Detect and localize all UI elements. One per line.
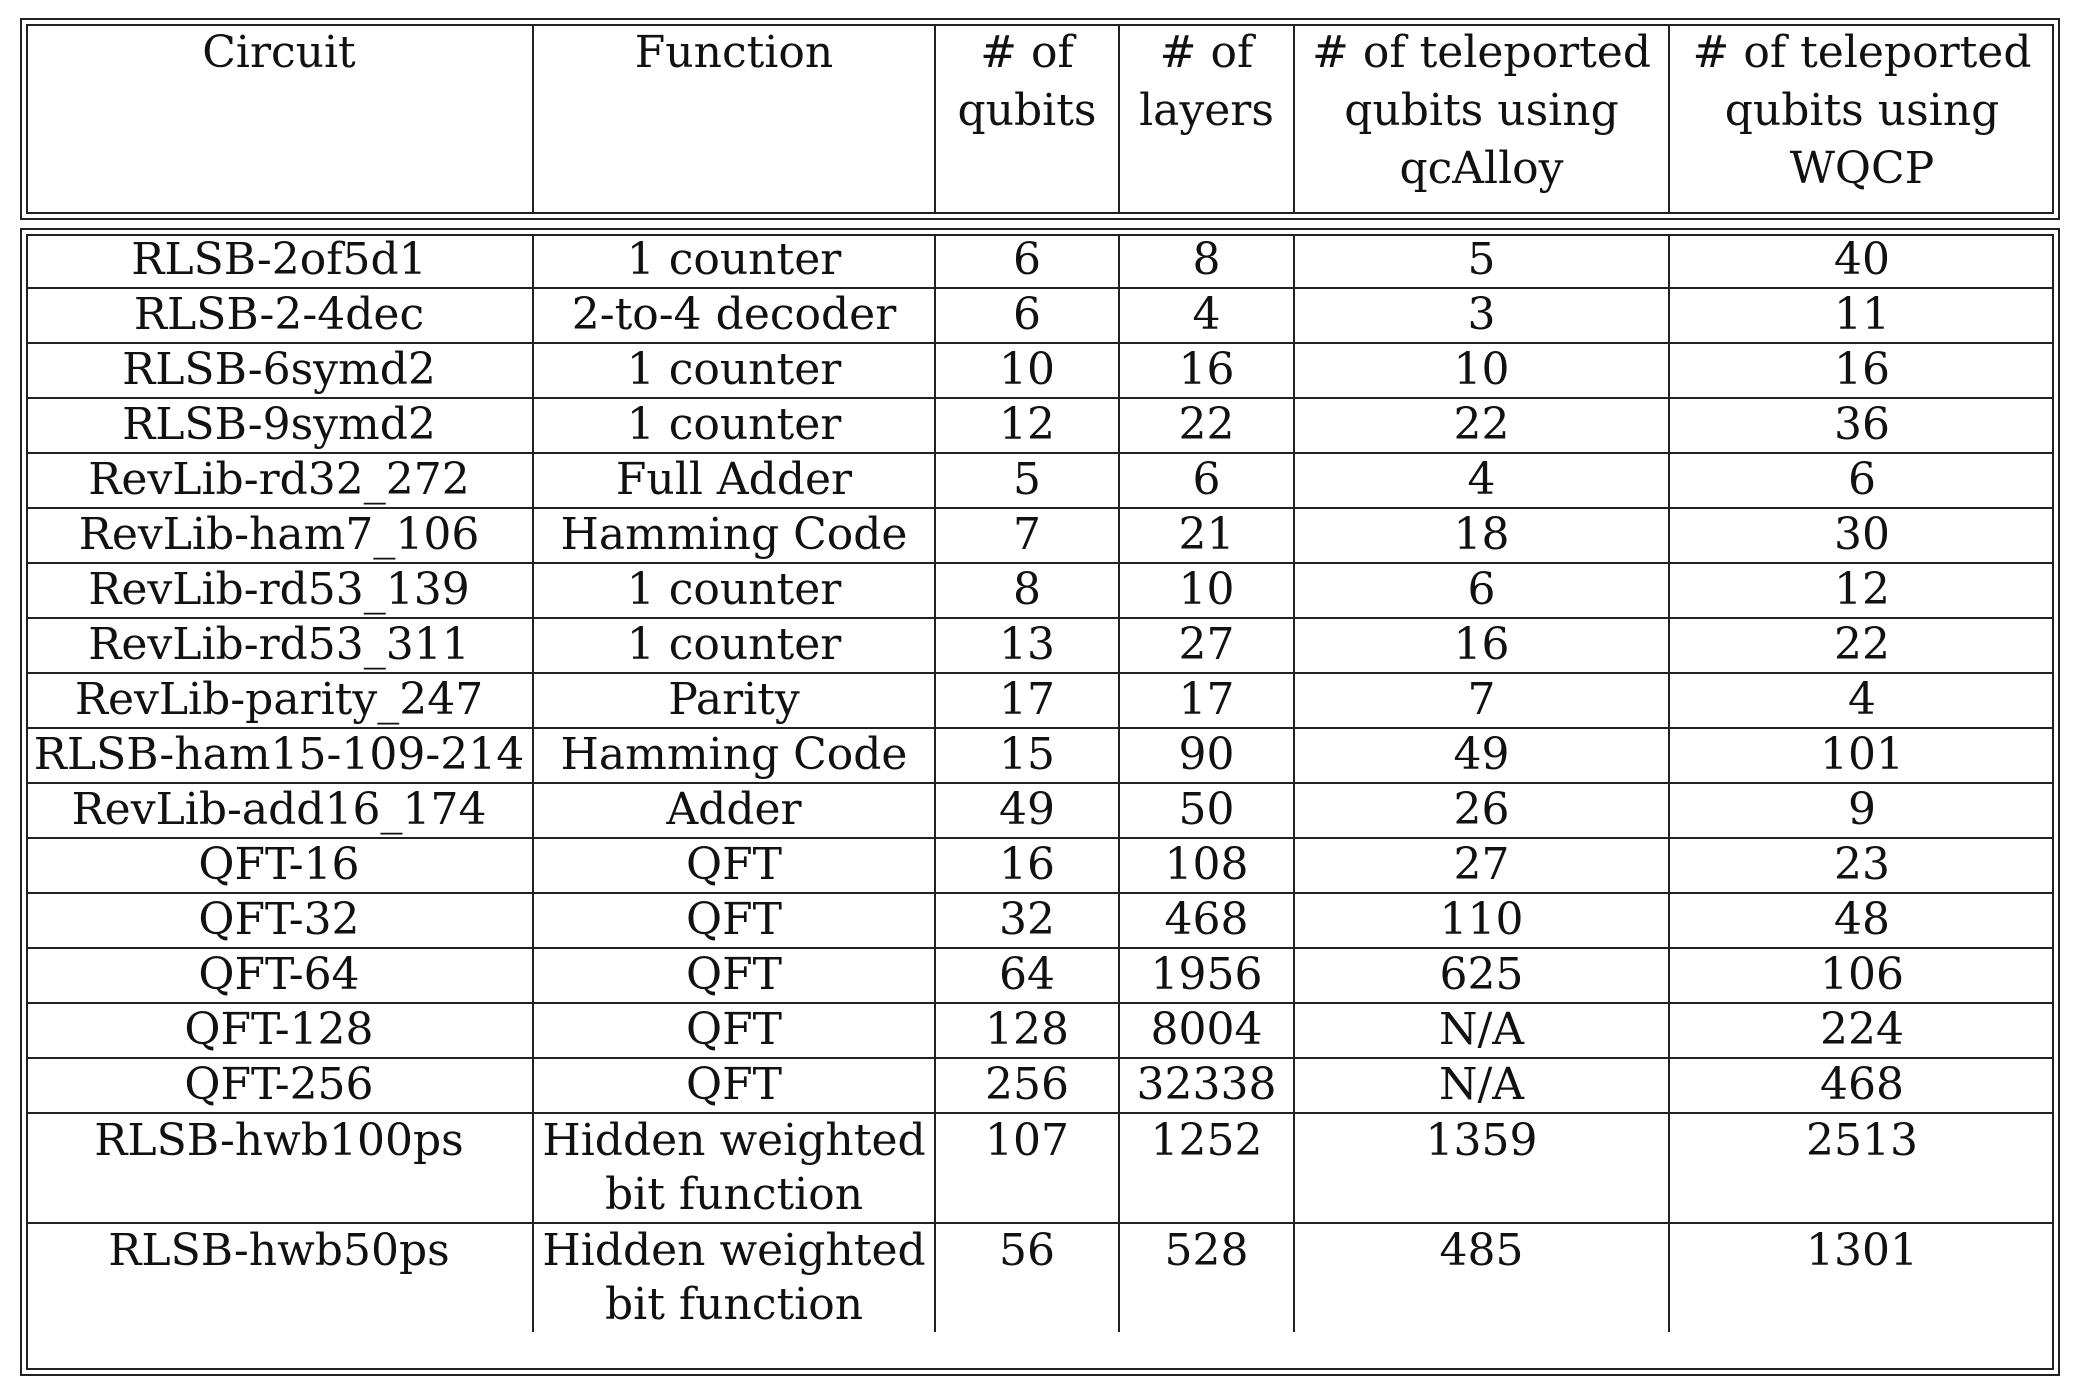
cell-layers-text: 50 bbox=[1178, 784, 1235, 835]
cell-qubits-text: 17 bbox=[999, 674, 1055, 725]
header-layers-line: layers bbox=[1139, 85, 1274, 136]
cell-qubits bbox=[935, 1113, 1119, 1223]
cell-function bbox=[533, 1223, 935, 1332]
table-row bbox=[26, 343, 2054, 398]
table-header bbox=[26, 24, 2054, 214]
cell-function-text: 1 counter bbox=[626, 234, 842, 285]
cell-layers bbox=[1119, 508, 1294, 563]
header-circuit-line: Circuit bbox=[202, 27, 356, 78]
cell-teleported-qcalloy-text: 625 bbox=[1439, 949, 1524, 1000]
cell-layers bbox=[1119, 398, 1294, 453]
cell-layers bbox=[1119, 673, 1294, 728]
header-teleported-qcalloy-line: qcAlloy bbox=[1399, 143, 1564, 194]
cell-function bbox=[533, 1113, 935, 1223]
cell-teleported-qcalloy bbox=[1294, 893, 1669, 948]
cell-circuit-text: RevLib-rd53_311 bbox=[88, 619, 470, 670]
cell-function-text: 1 counter bbox=[626, 344, 842, 395]
table-body bbox=[26, 234, 2054, 1332]
cell-circuit-text: RLSB-hwb100ps bbox=[94, 1115, 464, 1166]
cell-function-text: bit function bbox=[604, 1279, 864, 1330]
cell-function-text: QFT bbox=[686, 839, 782, 890]
cell-teleported-wqcp-text: 48 bbox=[1834, 894, 1890, 945]
cell-circuit bbox=[26, 1058, 533, 1113]
cell-function-text: 1 counter bbox=[626, 564, 842, 615]
cell-teleported-qcalloy-text: 4 bbox=[1467, 454, 1496, 505]
cell-teleported-qcalloy-text: 485 bbox=[1439, 1225, 1524, 1276]
table-row bbox=[26, 288, 2054, 343]
cell-function-text: QFT bbox=[686, 894, 782, 945]
cell-teleported-qcalloy bbox=[1294, 783, 1669, 838]
cell-circuit-text: RLSB-hwb50ps bbox=[108, 1225, 450, 1276]
cell-circuit-text: RLSB-9symd2 bbox=[122, 399, 436, 450]
cell-circuit-text: QFT-256 bbox=[184, 1059, 374, 1110]
cell-layers bbox=[1119, 893, 1294, 948]
table-row bbox=[26, 1223, 2054, 1332]
header-layers-line: # of bbox=[1159, 27, 1254, 78]
cell-teleported-qcalloy bbox=[1294, 288, 1669, 343]
cell-function-text: QFT bbox=[686, 949, 782, 1000]
cell-teleported-wqcp bbox=[1669, 783, 2054, 838]
cell-teleported-qcalloy-text: 49 bbox=[1453, 729, 1510, 780]
header-function bbox=[533, 24, 935, 214]
cell-qubits bbox=[935, 948, 1119, 1003]
cell-teleported-qcalloy bbox=[1294, 838, 1669, 893]
table-row bbox=[26, 673, 2054, 728]
cell-circuit bbox=[26, 398, 533, 453]
cell-function-text: bit function bbox=[604, 1169, 864, 1220]
cell-layers bbox=[1119, 1003, 1294, 1058]
cell-teleported-qcalloy bbox=[1294, 1003, 1669, 1058]
cell-teleported-wqcp bbox=[1669, 1113, 2054, 1223]
cell-qubits-text: 15 bbox=[999, 729, 1055, 780]
cell-qubits bbox=[935, 1058, 1119, 1113]
cell-teleported-wqcp bbox=[1669, 1003, 2054, 1058]
cell-teleported-wqcp bbox=[1669, 728, 2054, 783]
cell-function bbox=[533, 288, 935, 343]
cell-function bbox=[533, 673, 935, 728]
cell-circuit bbox=[26, 673, 533, 728]
cell-circuit bbox=[26, 838, 533, 893]
cell-qubits bbox=[935, 673, 1119, 728]
header-row bbox=[26, 24, 2054, 214]
results-table bbox=[20, 18, 2060, 1376]
cell-teleported-qcalloy bbox=[1294, 1058, 1669, 1113]
cell-circuit-text: RLSB-2-4dec bbox=[133, 289, 425, 340]
table-row bbox=[26, 783, 2054, 838]
cell-teleported-wqcp-text: 6 bbox=[1848, 454, 1876, 505]
cell-teleported-wqcp-text: 22 bbox=[1834, 619, 1890, 670]
cell-function-text: Parity bbox=[668, 674, 800, 725]
cell-circuit bbox=[26, 1223, 533, 1332]
cell-layers-text: 108 bbox=[1164, 839, 1249, 890]
cell-function bbox=[533, 563, 935, 618]
cell-teleported-qcalloy bbox=[1294, 673, 1669, 728]
cell-teleported-wqcp-text: 468 bbox=[1820, 1059, 1904, 1110]
cell-qubits bbox=[935, 343, 1119, 398]
cell-qubits bbox=[935, 508, 1119, 563]
cell-teleported-qcalloy-text: 22 bbox=[1453, 399, 1510, 450]
table-row bbox=[26, 398, 2054, 453]
cell-layers-text: 4 bbox=[1192, 289, 1221, 340]
cell-teleported-wqcp bbox=[1669, 234, 2054, 288]
cell-qubits-text: 64 bbox=[999, 949, 1055, 1000]
cell-function-text: Full Adder bbox=[615, 454, 853, 505]
cell-teleported-qcalloy-text: 18 bbox=[1453, 509, 1510, 560]
cell-function bbox=[533, 618, 935, 673]
cell-circuit-text: RevLib-rd32_272 bbox=[88, 454, 470, 505]
cell-teleported-qcalloy bbox=[1294, 563, 1669, 618]
cell-qubits bbox=[935, 453, 1119, 508]
cell-layers bbox=[1119, 838, 1294, 893]
table-row bbox=[26, 1058, 2054, 1113]
table-row bbox=[26, 728, 2054, 783]
cell-circuit-text: RevLib-rd53_139 bbox=[88, 564, 470, 615]
cell-layers bbox=[1119, 453, 1294, 508]
cell-qubits-text: 8 bbox=[1013, 564, 1041, 615]
table-row bbox=[26, 893, 2054, 948]
cell-function bbox=[533, 893, 935, 948]
cell-teleported-qcalloy bbox=[1294, 1113, 1669, 1223]
cell-layers-text: 6 bbox=[1192, 454, 1221, 505]
cell-circuit bbox=[26, 288, 533, 343]
cell-teleported-qcalloy-text: 1359 bbox=[1425, 1115, 1538, 1166]
cell-circuit bbox=[26, 453, 533, 508]
cell-circuit bbox=[26, 508, 533, 563]
cell-qubits-text: 49 bbox=[999, 784, 1055, 835]
table-row bbox=[26, 453, 2054, 508]
cell-function bbox=[533, 508, 935, 563]
table-row bbox=[26, 838, 2054, 893]
cell-qubits-text: 56 bbox=[999, 1225, 1055, 1276]
cell-circuit-text: QFT-128 bbox=[184, 1004, 374, 1055]
cell-circuit-text: RLSB-2of5d1 bbox=[131, 234, 427, 285]
table-row bbox=[26, 563, 2054, 618]
cell-function bbox=[533, 1003, 935, 1058]
cell-layers-text: 8 bbox=[1192, 234, 1221, 285]
cell-qubits bbox=[935, 893, 1119, 948]
cell-teleported-wqcp bbox=[1669, 1058, 2054, 1113]
cell-teleported-wqcp-text: 2513 bbox=[1806, 1115, 1918, 1166]
header-layers bbox=[1119, 24, 1294, 214]
cell-function bbox=[533, 453, 935, 508]
cell-layers-text: 32338 bbox=[1136, 1059, 1277, 1110]
cell-circuit bbox=[26, 563, 533, 618]
cell-circuit-text: RLSB-6symd2 bbox=[122, 344, 436, 395]
cell-qubits-text: 16 bbox=[999, 839, 1055, 890]
header-teleported-wqcp bbox=[1669, 24, 2054, 214]
header-qubits-line: # of bbox=[980, 27, 1074, 78]
table-row bbox=[26, 1003, 2054, 1058]
cell-teleported-wqcp-text: 30 bbox=[1834, 509, 1890, 560]
cell-teleported-qcalloy bbox=[1294, 398, 1669, 453]
cell-teleported-qcalloy bbox=[1294, 728, 1669, 783]
cell-teleported-wqcp bbox=[1669, 893, 2054, 948]
cell-qubits bbox=[935, 618, 1119, 673]
cell-layers bbox=[1119, 1113, 1294, 1223]
cell-teleported-qcalloy-text: N/A bbox=[1438, 1004, 1525, 1055]
cell-teleported-qcalloy bbox=[1294, 618, 1669, 673]
cell-teleported-qcalloy-text: 10 bbox=[1453, 344, 1510, 395]
cell-function bbox=[533, 234, 935, 288]
cell-qubits bbox=[935, 783, 1119, 838]
cell-teleported-qcalloy bbox=[1294, 508, 1669, 563]
cell-circuit-text: RevLib-ham7_106 bbox=[78, 509, 480, 560]
cell-circuit bbox=[26, 1003, 533, 1058]
header-function-line: Function bbox=[634, 27, 834, 78]
cell-layers bbox=[1119, 343, 1294, 398]
cell-teleported-wqcp bbox=[1669, 618, 2054, 673]
cell-teleported-wqcp bbox=[1669, 948, 2054, 1003]
cell-teleported-wqcp bbox=[1669, 288, 2054, 343]
cell-teleported-wqcp-text: 1301 bbox=[1806, 1225, 1918, 1276]
cell-function-text: 1 counter bbox=[626, 619, 842, 670]
cell-circuit bbox=[26, 893, 533, 948]
cell-function-text: Adder bbox=[666, 784, 802, 835]
cell-function-text: QFT bbox=[686, 1059, 782, 1110]
header-qubits-line: qubits bbox=[957, 85, 1097, 136]
cell-teleported-qcalloy-text: 5 bbox=[1467, 234, 1496, 285]
cell-qubits bbox=[935, 728, 1119, 783]
cell-teleported-wqcp bbox=[1669, 508, 2054, 563]
cell-teleported-qcalloy bbox=[1294, 1223, 1669, 1332]
cell-qubits-text: 107 bbox=[985, 1115, 1069, 1166]
cell-layers-text: 10 bbox=[1178, 564, 1235, 615]
table-row bbox=[26, 1113, 2054, 1223]
cell-function bbox=[533, 728, 935, 783]
cell-qubits bbox=[935, 1223, 1119, 1332]
cell-circuit-text: QFT-16 bbox=[198, 839, 360, 890]
cell-function bbox=[533, 948, 935, 1003]
header-teleported-qcalloy-line: # of teleported bbox=[1311, 27, 1652, 78]
cell-layers bbox=[1119, 1058, 1294, 1113]
cell-teleported-qcalloy-text: N/A bbox=[1438, 1059, 1525, 1110]
cell-layers-text: 21 bbox=[1178, 509, 1235, 560]
cell-layers-text: 1956 bbox=[1150, 949, 1263, 1000]
cell-function bbox=[533, 838, 935, 893]
cell-circuit bbox=[26, 343, 533, 398]
header-teleported-qcalloy-line: qubits using bbox=[1344, 85, 1619, 136]
cell-circuit-text: RLSB-ham15-109-214 bbox=[33, 729, 525, 780]
cell-qubits-text: 10 bbox=[999, 344, 1055, 395]
cell-qubits-text: 13 bbox=[999, 619, 1055, 670]
cell-circuit bbox=[26, 728, 533, 783]
cell-function bbox=[533, 1058, 935, 1113]
header-teleported-wqcp-line: # of teleported bbox=[1692, 27, 2032, 78]
header-circuit bbox=[26, 24, 533, 214]
cell-qubits bbox=[935, 398, 1119, 453]
cell-circuit-text: QFT-64 bbox=[198, 949, 360, 1000]
cell-teleported-wqcp-text: 16 bbox=[1834, 344, 1890, 395]
cell-teleported-wqcp-text: 224 bbox=[1820, 1004, 1904, 1055]
cell-circuit bbox=[26, 783, 533, 838]
cell-teleported-qcalloy-text: 7 bbox=[1467, 674, 1496, 725]
cell-teleported-wqcp bbox=[1669, 453, 2054, 508]
cell-teleported-wqcp bbox=[1669, 838, 2054, 893]
cell-qubits-text: 5 bbox=[1013, 454, 1041, 505]
table-row bbox=[26, 234, 2054, 288]
cell-layers-text: 22 bbox=[1178, 399, 1235, 450]
header-qubits bbox=[935, 24, 1119, 214]
cell-teleported-qcalloy-text: 3 bbox=[1467, 289, 1496, 340]
cell-teleported-qcalloy bbox=[1294, 343, 1669, 398]
cell-layers-text: 16 bbox=[1178, 344, 1235, 395]
cell-circuit bbox=[26, 948, 533, 1003]
cell-qubits-text: 6 bbox=[1013, 234, 1041, 285]
cell-qubits-text: 256 bbox=[985, 1059, 1069, 1110]
cell-layers-text: 27 bbox=[1178, 619, 1235, 670]
cell-layers-text: 1252 bbox=[1150, 1115, 1263, 1166]
cell-teleported-wqcp-text: 101 bbox=[1820, 729, 1904, 780]
cell-circuit bbox=[26, 234, 533, 288]
cell-teleported-qcalloy-text: 26 bbox=[1453, 784, 1510, 835]
cell-layers bbox=[1119, 728, 1294, 783]
cell-qubits bbox=[935, 838, 1119, 893]
cell-teleported-wqcp-text: 40 bbox=[1834, 234, 1890, 285]
cell-layers bbox=[1119, 618, 1294, 673]
cell-teleported-qcalloy-text: 110 bbox=[1439, 894, 1524, 945]
cell-teleported-wqcp bbox=[1669, 563, 2054, 618]
table-row bbox=[26, 948, 2054, 1003]
cell-qubits bbox=[935, 234, 1119, 288]
cell-teleported-qcalloy-text: 6 bbox=[1467, 564, 1496, 615]
cell-teleported-wqcp bbox=[1669, 1223, 2054, 1332]
cell-teleported-wqcp bbox=[1669, 673, 2054, 728]
cell-qubits bbox=[935, 288, 1119, 343]
cell-circuit-text: QFT-32 bbox=[198, 894, 360, 945]
cell-function-text: Hamming Code bbox=[560, 729, 908, 780]
cell-teleported-qcalloy bbox=[1294, 453, 1669, 508]
cell-qubits-text: 12 bbox=[999, 399, 1055, 450]
cell-layers-text: 8004 bbox=[1150, 1004, 1263, 1055]
cell-function bbox=[533, 783, 935, 838]
cell-teleported-wqcp-text: 12 bbox=[1834, 564, 1890, 615]
cell-function-text: Hidden weighted bbox=[542, 1225, 926, 1276]
header-teleported-qcalloy bbox=[1294, 24, 1669, 214]
cell-function-text: 2-to-4 decoder bbox=[571, 289, 897, 340]
cell-teleported-qcalloy bbox=[1294, 234, 1669, 288]
cell-circuit bbox=[26, 618, 533, 673]
cell-layers-text: 468 bbox=[1164, 894, 1249, 945]
cell-teleported-wqcp-text: 9 bbox=[1848, 784, 1876, 835]
cell-function-text: Hamming Code bbox=[560, 509, 908, 560]
cell-qubits-text: 32 bbox=[999, 894, 1055, 945]
cell-function-text: QFT bbox=[686, 1004, 782, 1055]
cell-teleported-qcalloy-text: 16 bbox=[1453, 619, 1510, 670]
cell-layers bbox=[1119, 563, 1294, 618]
table-row bbox=[26, 508, 2054, 563]
cell-layers-text: 17 bbox=[1178, 674, 1235, 725]
cell-teleported-wqcp bbox=[1669, 398, 2054, 453]
cell-layers bbox=[1119, 948, 1294, 1003]
cell-teleported-wqcp-text: 4 bbox=[1848, 674, 1876, 725]
cell-layers-text: 528 bbox=[1164, 1225, 1249, 1276]
cell-teleported-wqcp-text: 23 bbox=[1834, 839, 1890, 890]
cell-circuit-text: RevLib-add16_174 bbox=[71, 784, 487, 835]
cell-teleported-wqcp-text: 36 bbox=[1834, 399, 1890, 450]
cell-function-text: Hidden weighted bbox=[542, 1115, 926, 1166]
cell-layers-text: 90 bbox=[1178, 729, 1235, 780]
cell-teleported-wqcp-text: 11 bbox=[1834, 289, 1890, 340]
cell-teleported-wqcp-text: 106 bbox=[1820, 949, 1904, 1000]
cell-teleported-wqcp bbox=[1669, 343, 2054, 398]
cell-qubits bbox=[935, 563, 1119, 618]
cell-circuit-text: RevLib-parity_247 bbox=[74, 674, 484, 725]
table-row bbox=[26, 618, 2054, 673]
cell-qubits bbox=[935, 1003, 1119, 1058]
cell-qubits-text: 6 bbox=[1013, 289, 1041, 340]
cell-layers bbox=[1119, 288, 1294, 343]
cell-qubits-text: 128 bbox=[985, 1004, 1069, 1055]
cell-layers bbox=[1119, 234, 1294, 288]
cell-teleported-qcalloy bbox=[1294, 948, 1669, 1003]
cell-function-text: 1 counter bbox=[626, 399, 842, 450]
header-teleported-wqcp-line: WQCP bbox=[1789, 143, 1935, 194]
cell-layers bbox=[1119, 1223, 1294, 1332]
cell-teleported-qcalloy-text: 27 bbox=[1453, 839, 1510, 890]
cell-layers bbox=[1119, 783, 1294, 838]
cell-function bbox=[533, 343, 935, 398]
cell-qubits-text: 7 bbox=[1013, 509, 1041, 560]
cell-function bbox=[533, 398, 935, 453]
cell-circuit bbox=[26, 1113, 533, 1223]
header-teleported-wqcp-line: qubits using bbox=[1724, 85, 2000, 136]
